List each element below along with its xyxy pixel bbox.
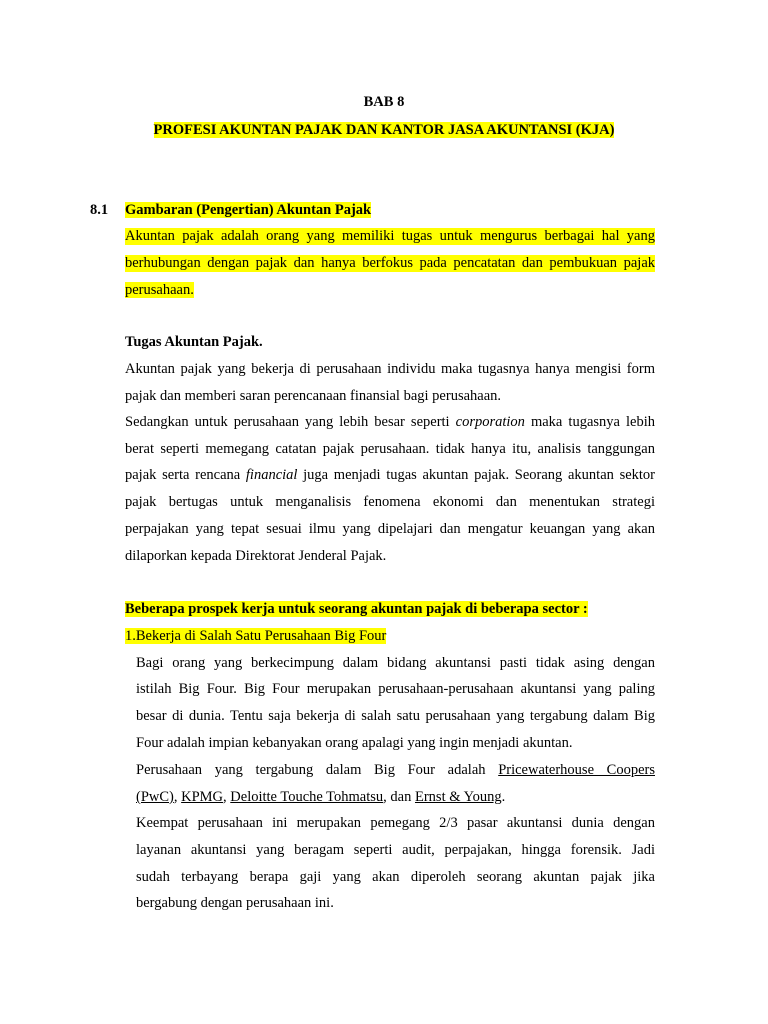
chapter-text: BAB 8: [363, 94, 405, 110]
paragraph-text: pajak bertugas untuk menganalisis fenomena ekonomi dan menentukan strategi: [125, 494, 655, 510]
link-deloitte[interactable]: Deloitte Touche Tohmatsu: [230, 789, 384, 805]
bigfour-p1-line-2: [136, 681, 655, 698]
paragraph-text: Keempat perusahaan ini merupakan pemegang 2/3 pasar akuntansi dunia dengan: [136, 815, 655, 831]
section-number: 8.1: [90, 202, 109, 218]
bigfour-p2-line-2: [136, 789, 505, 806]
paragraph-text: Akuntan pajak yang bekerja di perusahaan individu maka tugasnya hanya mengisi form: [125, 361, 655, 377]
definition-text: Akuntan pajak adalah orang yang memiliki tugas untuk mengurus berbagai hal yang: [125, 228, 655, 244]
tugas-p1-line-2: pajak dan memberi saran perencanaan finansial bagi perusahaan.: [125, 388, 502, 404]
text-run: ,: [173, 789, 182, 805]
link-pricewaterhouse-coopers[interactable]: Pricewaterhouse Coopers: [498, 762, 655, 778]
prospek-heading-text: Beberapa prospek kerja untuk seorang akuntan pajak di beberapa sector :: [125, 601, 588, 617]
paragraph-text: perpajakan yang tepat sesuai ilmu yang dipelajari dan mengatur keuangan yang akan: [125, 521, 655, 537]
text-run: ,: [223, 789, 231, 805]
definition-line-3: [125, 282, 194, 299]
paragraph-text: layanan akuntansi yang beragam seperti audit, perpajakan, hingga forensik. Jadi: [136, 842, 655, 858]
tugas-heading: Tugas Akuntan Pajak.: [125, 334, 263, 350]
prospek-item-1: [125, 628, 386, 645]
paragraph-text: [125, 414, 655, 431]
bigfour-p1-line-4: Four adalah impian kebanyakan orang apalagi yang ingin menjadi akuntan.: [136, 735, 573, 751]
prospek-item-1-text: 1.Bekerja di Salah Satu Perusahaan Big Four: [125, 628, 387, 644]
text-run: .: [501, 789, 506, 805]
definition-text: perusahaan.: [125, 282, 194, 298]
section-heading-text: Gambaran (Pengertian) Akuntan Pajak: [125, 202, 372, 218]
bigfour-p3-line-1: [136, 815, 655, 832]
bigfour-p1-line-1: [136, 655, 655, 672]
chapter-title-text: PROFESI AKUNTAN PAJAK DAN KANTOR JASA AKUNTANSI (KJA): [153, 122, 615, 138]
link-ernst-young[interactable]: Ernst & Young: [414, 789, 502, 805]
paragraph-text: besar di dunia. Tentu saja bekerja di salah satu perusahaan yang tergabung dalam Big: [136, 708, 655, 724]
tugas-p2-line-4: [125, 494, 655, 511]
definition-text: berhubungan dengan pajak dan hanya berfokus pada pencatatan dan pembukuan pajak: [125, 255, 655, 271]
bigfour-p1-line-3: [136, 708, 655, 725]
text-run: Sedangkan untuk perusahaan yang lebih besar seperti: [125, 414, 456, 430]
tugas-p2-line-5: [125, 521, 655, 538]
tugas-p1-line-1: [125, 361, 655, 378]
tugas-p2-line-2: [125, 441, 655, 458]
chapter-title: [0, 122, 768, 139]
paragraph-text: sudah terbayang berapa gaji yang akan diperoleh seorang akuntan pajak jika: [136, 869, 655, 885]
italic-term: corporation: [455, 414, 525, 430]
tugas-p2-line-6: dilaporkan kepada Direktorat Jenderal Pajak.: [125, 548, 387, 564]
section-heading: [125, 202, 371, 219]
bigfour-p3-line-2: [136, 842, 655, 859]
paragraph-text: Bagi orang yang berkecimpung dalam bidang akuntansi pasti tidak asing dengan: [136, 655, 655, 671]
tugas-p2-line-3: [125, 467, 655, 484]
definition-line-2: [125, 255, 655, 272]
prospek-heading: [125, 601, 588, 618]
text-run: Perusahaan yang tergabung dalam Big Four adalah: [136, 762, 499, 778]
text-run: maka tugasnya lebih: [524, 414, 656, 430]
link-pwc[interactable]: (PwC): [136, 789, 174, 805]
tugas-p2-line-1: [125, 414, 655, 431]
bigfour-p3-line-4: bergabung dengan perusahaan ini.: [136, 895, 334, 911]
paragraph-text: berat seperti memegang catatan pajak perusahaan. tidak hanya itu, analisis tanggungan: [125, 441, 655, 457]
paragraph-text: [136, 762, 655, 779]
link-kpmg[interactable]: KPMG: [181, 789, 224, 805]
paragraph-text: istilah Big Four. Big Four merupakan perusahaan-perusahaan akuntansi yang paling: [136, 681, 655, 697]
chapter-label: [0, 94, 768, 111]
italic-term: financial: [245, 467, 298, 483]
bigfour-p3-line-3: [136, 869, 655, 886]
paragraph-text: [125, 467, 655, 484]
text-run: juga menjadi tugas akuntan pajak. Seorang akuntan sektor: [297, 467, 656, 483]
text-run: , dan: [383, 789, 415, 805]
bigfour-p2-line-1: [136, 762, 655, 779]
definition-line-1: [125, 228, 655, 245]
text-run: pajak serta rencana: [125, 467, 246, 483]
